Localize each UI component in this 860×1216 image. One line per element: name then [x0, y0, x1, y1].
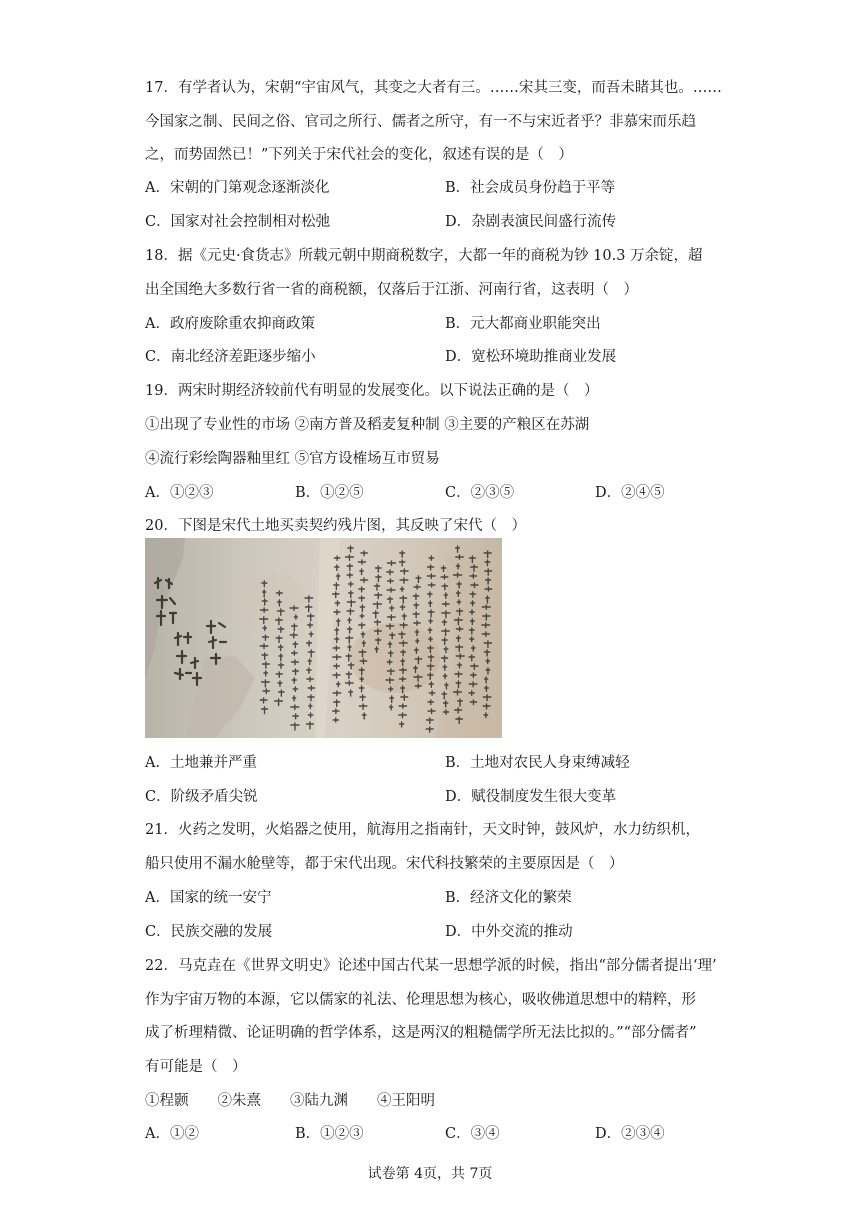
script-stroke [400, 587, 403, 591]
q19-option-c: C．②③⑤ [445, 485, 515, 501]
script-stroke [307, 677, 313, 682]
q22-option-d: D．②③④ [595, 1126, 665, 1142]
script-stroke [390, 606, 394, 611]
q20-option-d: D．赋役制度发生很大变革 [445, 789, 617, 805]
script-stroke [293, 669, 299, 675]
script-stroke [444, 647, 448, 653]
script-stroke [359, 596, 364, 601]
script-stroke [308, 650, 314, 657]
script-stroke [388, 579, 394, 583]
script-stroke [445, 683, 448, 689]
script-stroke [375, 566, 380, 572]
script-stroke [276, 636, 282, 643]
script-stroke [414, 603, 419, 609]
script-stroke [293, 696, 296, 701]
script-stroke [308, 713, 312, 717]
q18-stem-line-2: 出全国绝大多数行省一省的商税额，仅落后于江浙、河南行省，这表明（ ） [145, 282, 638, 298]
script-stroke [275, 699, 283, 705]
script-stroke [442, 638, 447, 644]
script-stroke [429, 619, 432, 623]
script-stroke [262, 707, 268, 714]
script-stroke [428, 565, 434, 570]
script-stroke [413, 594, 418, 599]
script-stroke [305, 605, 311, 612]
script-stroke [399, 704, 406, 708]
script-stroke [308, 659, 311, 665]
script-stroke [308, 686, 314, 690]
script-stroke [387, 570, 393, 575]
q18-option-d: D．宽松环境助推商业发展 [445, 349, 617, 365]
script-stroke [334, 664, 340, 668]
script-stroke [347, 609, 354, 615]
script-stroke [346, 672, 351, 678]
script-stroke [442, 611, 450, 618]
script-stroke [388, 561, 396, 565]
script-stroke [291, 723, 299, 730]
script-stroke [359, 704, 367, 709]
script-stroke [262, 653, 268, 659]
q21-option-a: A．国家的统一安宁 [145, 890, 272, 906]
q22-option-a: A．①② [145, 1126, 199, 1142]
q19-stem-line-2: ①出现了专业性的市场 ②南方普及稻麦复种制 ③主要的产粮区在苏湖 [145, 417, 590, 433]
script-stroke [400, 578, 408, 583]
script-stroke [360, 605, 364, 611]
script-stroke [359, 686, 364, 692]
q21-option-b: B．经济文化的繁荣 [445, 890, 572, 906]
script-stroke [401, 695, 408, 700]
script-stroke [278, 681, 282, 686]
q18-option-c: C．南北经济差距逐步缩小 [145, 349, 316, 365]
script-stroke [346, 681, 353, 685]
script-stroke [401, 569, 408, 574]
script-stroke [428, 592, 432, 597]
script-stroke [346, 555, 354, 560]
script-stroke [293, 687, 297, 691]
script-stroke [333, 718, 338, 722]
q21-option-c: C．民族交融的发展 [145, 924, 273, 940]
script-stroke [262, 662, 269, 668]
q17-option-b: B．社会成员身份趋于平等 [445, 180, 616, 196]
q20-option-b: B．土地对农民人身束缚减轻 [445, 755, 630, 771]
script-stroke [347, 564, 352, 571]
script-stroke [416, 576, 421, 582]
script-stroke [307, 614, 313, 621]
q22-stem-line-4: 有可能是（ ） [145, 1059, 247, 1075]
script-stroke [278, 663, 283, 668]
script-stroke [428, 610, 434, 617]
script-stroke [360, 614, 364, 618]
script-stroke [400, 605, 404, 610]
script-stroke [349, 582, 353, 586]
script-stroke [358, 560, 365, 564]
script-stroke [399, 713, 406, 718]
q19-option-a: A．①②③ [145, 485, 214, 501]
script-stroke [388, 597, 393, 603]
script-stroke [400, 596, 407, 603]
script-stroke [376, 575, 381, 582]
q20-option-c: C．阶级矛盾尖锐 [145, 789, 258, 805]
q22-stem-line-3: 成了析理精微、论证明确的哲学体系，这是两汉的粗糙儒学所无法比拟的。”“部分儒者” [145, 1025, 697, 1041]
script-stroke [400, 722, 404, 727]
script-stroke [400, 551, 405, 557]
script-stroke [375, 593, 382, 599]
land-contract-fragment-image [145, 538, 502, 738]
script-stroke [359, 587, 364, 592]
script-stroke [334, 610, 340, 615]
script-stroke [443, 674, 446, 679]
script-stroke [305, 596, 313, 602]
script-stroke [260, 644, 268, 649]
script-stroke [387, 588, 395, 592]
script-stroke [349, 690, 353, 696]
script-stroke [390, 705, 393, 710]
script-stroke [348, 546, 353, 552]
script-stroke [263, 689, 269, 694]
script-stroke [442, 629, 450, 636]
script-stroke [428, 709, 435, 714]
script-stroke [349, 591, 353, 598]
script-stroke [263, 626, 266, 630]
q22-stem-line-5: ①程颢 ②朱熹 ③陆九渊 ④王阳明 [145, 1093, 435, 1109]
script-stroke [443, 602, 450, 606]
q22-stem-line-1: 22．马克垚在《世界文明史》论述中国古代某一思想学派的时候，指出“部分儒者提出‘理’ [145, 958, 717, 974]
script-stroke [333, 655, 341, 660]
script-stroke [429, 601, 432, 606]
q17-option-c: C．国家对社会控制相对松弛 [145, 214, 331, 230]
script-stroke [362, 713, 366, 719]
q21-stem-line-2: 船只使用不漏水舱壁等，都于宋代出现。宋代科技繁荣的主要原因是（ ） [145, 856, 624, 872]
script-stroke [428, 700, 433, 705]
script-stroke [444, 593, 447, 598]
script-stroke [442, 584, 447, 590]
q17-option-a: A．宋朝的门第观念逐渐淡化 [145, 180, 330, 196]
script-stroke [456, 546, 460, 552]
script-stroke [414, 621, 420, 625]
script-stroke [309, 704, 312, 708]
script-stroke [291, 705, 299, 710]
script-stroke [262, 635, 268, 640]
q20-stem-line-1: 20．下图是宋代土地买卖契约残片图，其反映了宋代（ ） [145, 518, 526, 534]
script-stroke [373, 611, 378, 618]
q17-option-d: D．杂剧表演民间盛行流传 [445, 214, 617, 230]
script-stroke [333, 691, 340, 696]
q18-option-b: B．元大都商业职能突出 [445, 316, 601, 332]
script-stroke [333, 646, 339, 651]
script-stroke [292, 678, 296, 683]
script-stroke [334, 700, 340, 706]
script-stroke [413, 612, 419, 618]
script-stroke [429, 682, 433, 687]
script-stroke [429, 691, 434, 695]
script-stroke [429, 556, 434, 560]
q22-stem-line-2: 作为宇宙万物的本源，它以儒家的礼法、伦理思想为核心，吸收佛道思想中的精粹，形 [145, 992, 696, 1008]
script-stroke [441, 566, 445, 571]
script-stroke [293, 714, 298, 719]
script-stroke [292, 624, 297, 631]
script-stroke [337, 619, 340, 626]
script-stroke [335, 628, 339, 635]
script-stroke [361, 551, 367, 556]
script-stroke [264, 671, 267, 676]
script-stroke [427, 574, 435, 578]
script-stroke [278, 645, 282, 651]
q22-option-b: B．①②③ [295, 1126, 364, 1142]
q21-option-d: D．中外交流的推动 [445, 924, 573, 940]
script-stroke [414, 585, 420, 589]
script-stroke [260, 698, 267, 703]
script-stroke [290, 633, 297, 638]
script-stroke [399, 560, 404, 566]
script-stroke [333, 709, 339, 714]
script-stroke [292, 660, 299, 665]
q19-stem-line-3: ④流行彩绘陶器釉里红 ⑤官方设榷场互市贸易 [145, 451, 440, 467]
script-stroke [390, 696, 394, 703]
script-stroke [279, 654, 282, 661]
script-stroke [442, 656, 448, 662]
script-stroke [307, 722, 314, 729]
script-stroke [375, 620, 381, 625]
script-stroke [428, 583, 434, 587]
script-stroke [346, 636, 353, 643]
script-stroke [348, 618, 351, 623]
q17-stem-line-1: 17．有学者认为，宋朝“宇宙风气，其变之大者有三。……宋其三变，而吾未睹其也。…… [145, 80, 722, 96]
script-stroke [402, 614, 406, 620]
q18-stem-line-1: 18．据《元史·食货志》所载元朝中期商税数字，大都一年的商税为钞 10.3 万余锭，超 [145, 248, 703, 264]
script-stroke [308, 623, 313, 628]
script-stroke [293, 642, 297, 648]
script-stroke [278, 627, 284, 632]
script-stroke [279, 690, 284, 696]
script-stroke [292, 651, 297, 655]
q18-option-a: A．政府废除重农抑商政策 [145, 316, 315, 332]
script-stroke [307, 641, 312, 646]
script-stroke [309, 632, 313, 637]
script-stroke [348, 627, 352, 633]
script-stroke [262, 680, 270, 687]
script-stroke [347, 573, 352, 578]
q19-option-d: D．②④⑤ [595, 485, 665, 501]
script-stroke [428, 628, 432, 633]
q17-stem-line-3: 之，而势固然已！”下列关于宋代社会的变化，叙述有误的是（ ） [145, 147, 573, 163]
script-stroke [426, 718, 433, 723]
script-stroke [360, 578, 367, 582]
script-stroke [426, 727, 433, 732]
script-stroke [388, 615, 396, 620]
page-footer: 试卷第 4页，共 7页 [367, 1166, 493, 1182]
q21-stem-line-1: 21．火药之发明，火焰器之使用，航海用之指南针，天文时钟，鼓风炉，水力纺织机， [145, 822, 700, 838]
q22-option-c: C．③④ [445, 1126, 500, 1142]
q19-stem-line-1: 19．两宋时期经济较前代有明显的发展变化。以下说法正确的是（ ） [145, 383, 599, 399]
script-stroke [443, 665, 446, 670]
script-stroke [347, 600, 355, 607]
script-stroke [360, 695, 365, 701]
script-stroke [337, 682, 340, 687]
script-stroke [359, 623, 365, 628]
script-stroke [360, 569, 363, 575]
q20-option-a: A．土地兼并严重 [145, 755, 257, 771]
script-stroke [308, 695, 314, 701]
script-stroke [335, 601, 339, 605]
q17-stem-line-2: 今国家之制、民间之俗、官司之所行、儒者之所守，有一不与宋近者乎？非慕宋而乐趋 [145, 114, 696, 130]
script-stroke [335, 637, 339, 643]
q19-option-b: B．①②⑤ [295, 485, 364, 501]
script-stroke [374, 584, 379, 590]
script-stroke [333, 673, 340, 678]
script-stroke [373, 602, 381, 608]
script-stroke [336, 574, 339, 580]
script-stroke [307, 668, 311, 673]
script-stroke [276, 672, 282, 677]
script-stroke [348, 645, 351, 651]
script-stroke [442, 620, 446, 625]
